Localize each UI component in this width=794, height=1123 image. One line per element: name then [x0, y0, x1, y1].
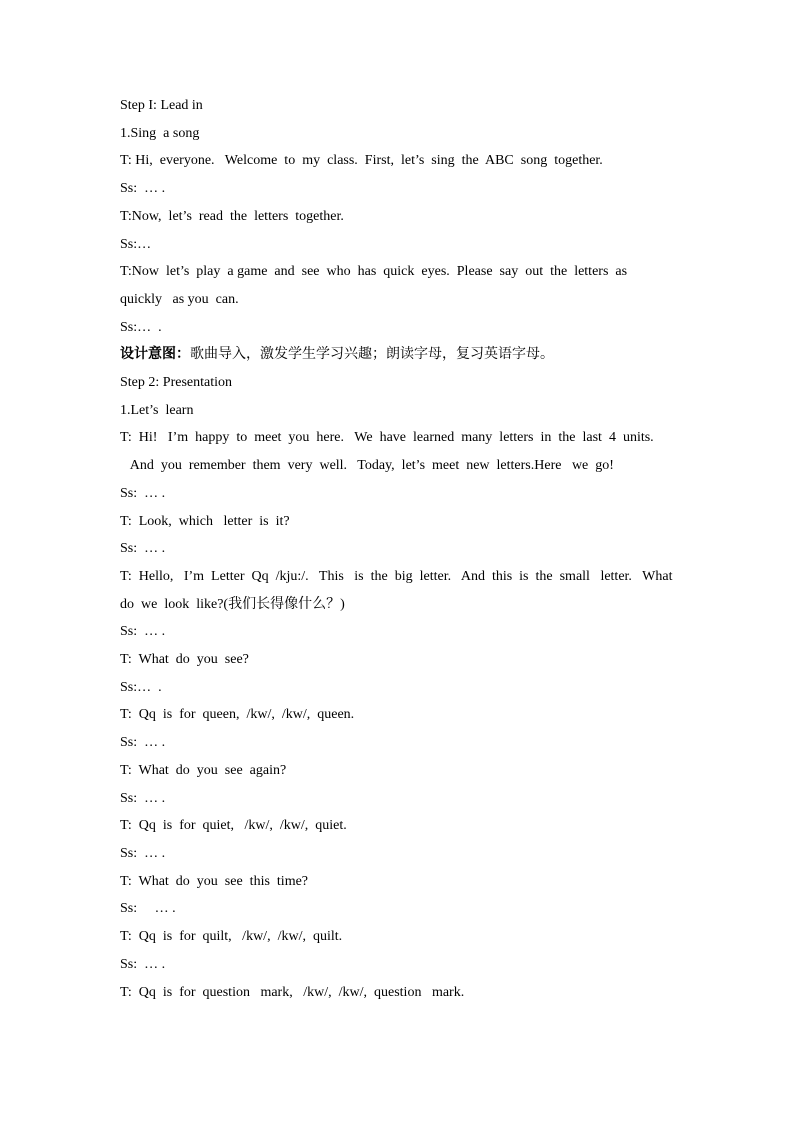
teacher-line-continued [120, 591, 680, 619]
lets-learn-item: 1.Let’s learn [120, 402, 194, 418]
look-like-close: ) [340, 596, 345, 612]
teacher-line: T: Hi! I’m happy to meet you here. We have learned many letters in the last 4 units. [120, 430, 654, 446]
teacher-line-continued: quickly as you can. [120, 291, 239, 307]
students-line: Ss: … . [120, 485, 166, 501]
look-like-text: do we look like?( [120, 596, 229, 612]
students-line: Ss:… . [120, 319, 162, 335]
design-intent-label: 设计意图： [120, 346, 190, 363]
students-line: Ss: … . [120, 845, 166, 861]
sing-a-song-item: 1.Sing a song [120, 125, 200, 141]
students-line: Ss: … . [120, 181, 166, 197]
students-line: Ss:… . [120, 679, 162, 695]
teacher-line: T: Qq is for queen, /kw/, /kw/, queen. [120, 707, 355, 723]
teacher-line: T: Look, which letter is it? [120, 513, 290, 529]
teacher-line: T: Hi, everyone. Welcome to my class. First, let’s sing the ABC song together. [120, 153, 603, 169]
teacher-line-continued: And you remember them very well. Today, let’s meet new letters.Here we go! [120, 458, 614, 474]
students-line: Ss:… [120, 236, 152, 252]
lesson-plan-body [120, 92, 680, 1006]
teacher-line: T: Qq is for quiet, /kw/, /kw/, quiet. [120, 818, 347, 834]
step-1-heading: Step I: Lead in [120, 98, 203, 113]
teacher-line: T:Now, let’s read the letters together. [120, 208, 344, 224]
teacher-line: T: Qq is for question mark, /kw/, /kw/, question mark. [120, 984, 465, 1000]
students-line: Ss: … . [120, 541, 166, 557]
step-2-heading: Step 2: Presentation [120, 375, 232, 391]
students-line: Ss: … . [120, 790, 166, 806]
look-like-chinese: 我们长得像什么？ [228, 595, 341, 612]
teacher-line: T: What do you see? [120, 652, 249, 668]
students-line: Ss: … . [120, 735, 166, 751]
teacher-line: T: What do you see this time? [120, 873, 309, 889]
teacher-line: T: Hello, I’m Letter Qq /kju:/. This is the big letter. And this is the small letter. What [120, 568, 673, 584]
students-line: Ss: … . [120, 624, 166, 640]
students-line: Ss: … . [120, 956, 166, 972]
design-intent-text: 歌曲导入，激发学生学习兴趣；朗读字母，复习英语字母。 [190, 346, 554, 363]
design-intent [120, 341, 680, 369]
teacher-line: T: Qq is for quilt, /kw/, /kw/, quilt. [120, 929, 343, 945]
students-line: Ss: … . [120, 901, 176, 917]
teacher-line: T: What do you see again? [120, 762, 287, 778]
teacher-line: T:Now let’s play a game and see who has quick eyes. Please say out the letters as [120, 264, 628, 280]
